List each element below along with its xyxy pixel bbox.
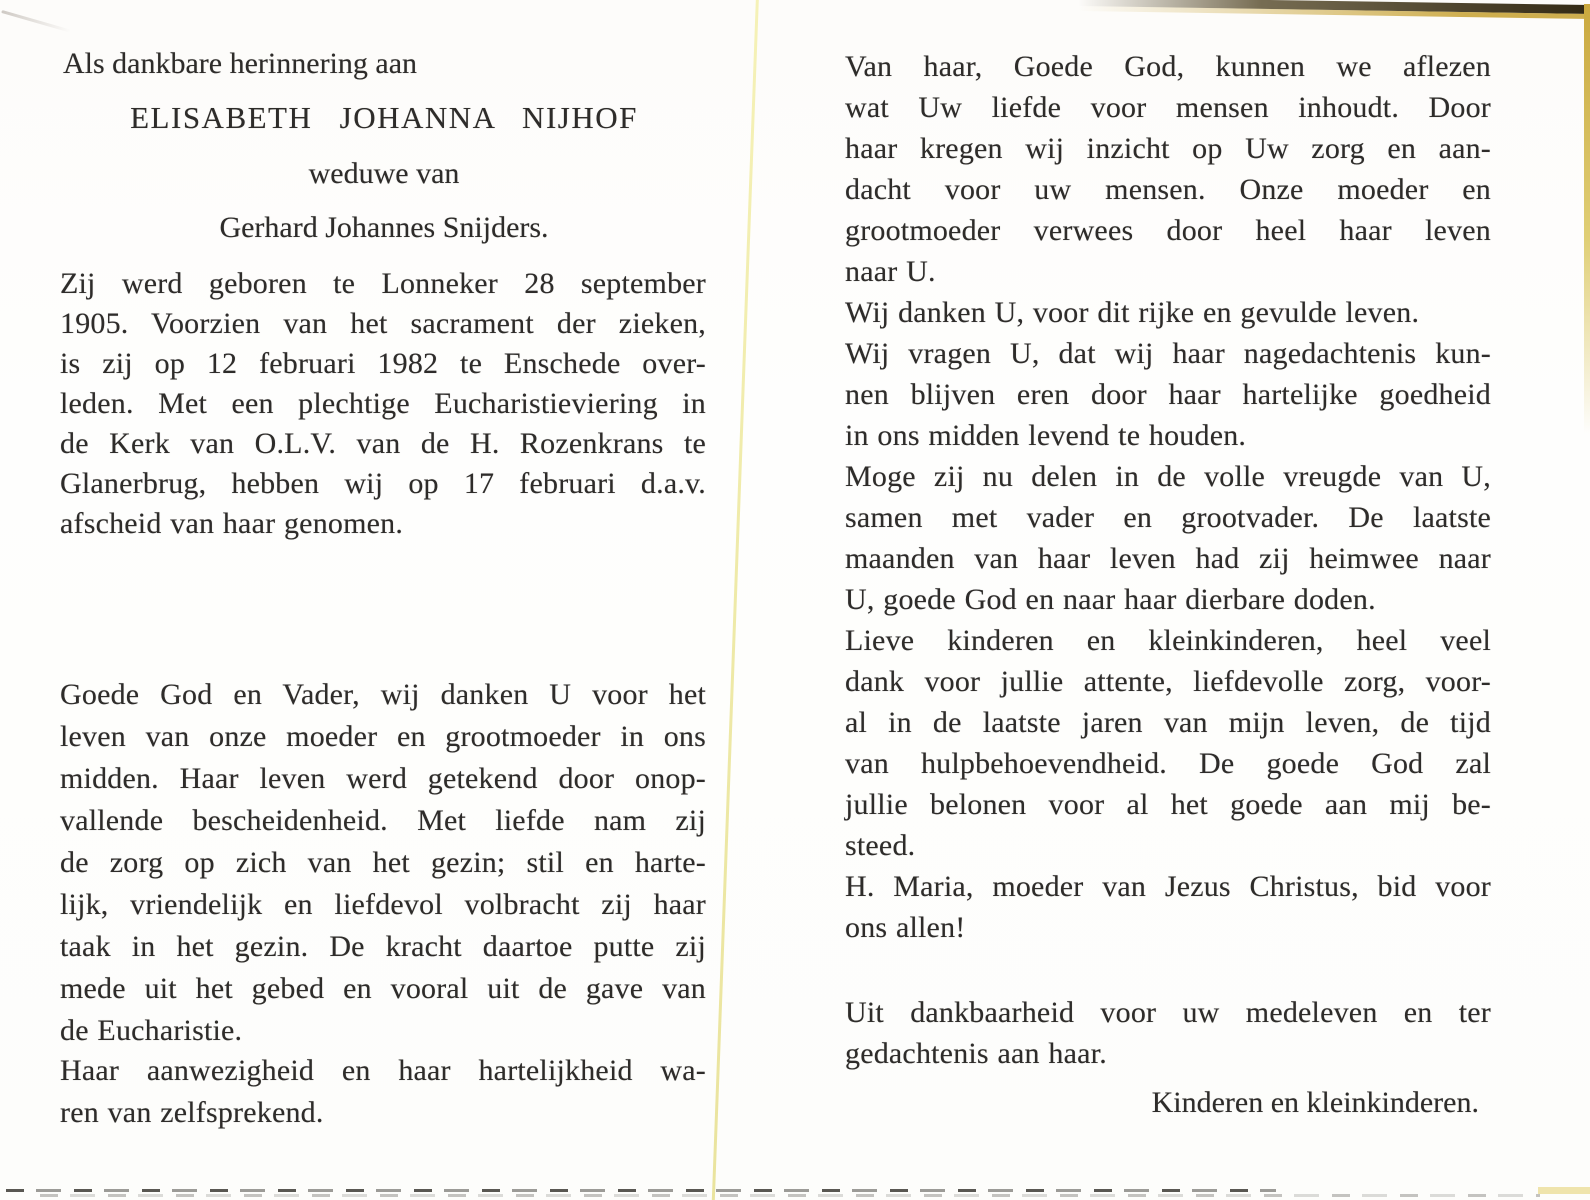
text-line: naar U.: [845, 255, 936, 288]
text-line: Glanerbrug, hebben wij op 17 februari d.a.v.: [60, 467, 706, 500]
text-line: leden. Met een plechtige Eucharistieviering in: [60, 387, 706, 420]
top-left-smudge: [1, 10, 71, 33]
text-line: afscheid van haar genomen.: [60, 507, 404, 540]
paragraph-maria: [845, 866, 1491, 948]
text-line: U, goede God en naar haar dierbare doden.: [845, 583, 1376, 616]
text-line: dank voor jullie attente, liefdevolle zorg, voor-: [845, 665, 1491, 698]
text-line: H. Maria, moeder van Jezus Christus, bid voor: [845, 870, 1491, 903]
text-line: vallende bescheidenheid. Met liefde nam zij: [60, 804, 706, 837]
text-line: wat Uw liefde voor mensen inhoudt. Door: [845, 91, 1491, 124]
text-line: taak in het gezin. De kracht daartoe putte zij: [60, 930, 706, 963]
deceased-name: ELISABETH JOHANNA NIJHOF: [130, 100, 638, 135]
text-line: 1905. Voorzien van het sacrament der zieken,: [60, 307, 706, 340]
text-line: gedachtenis aan haar.: [845, 1037, 1107, 1070]
text-line: samen met vader en grootvader. De laatste: [845, 501, 1491, 534]
text-line: in ons midden levend te houden.: [845, 419, 1247, 452]
text-line: is zij op 12 februari 1982 te Enschede over-: [60, 347, 706, 380]
text-line: haar kregen wij inzicht op Uw zorg en aan-: [845, 132, 1491, 165]
text-line: Uit dankbaarheid voor uw medeleven en ter: [845, 996, 1491, 1029]
text-line: Moge zij nu delen in de volle vreugde van U,: [845, 460, 1491, 493]
text-line: maanden van haar leven had zij heimwee naar: [845, 542, 1491, 575]
text-line: mede uit het gebed en vooral uit de gave van: [60, 972, 706, 1005]
signature-line: Kinderen en kleinkinderen.: [1151, 1086, 1479, 1119]
text-line: de Kerk van O.L.V. van de H. Rozenkrans te: [60, 427, 706, 460]
bottom-edge-yellow-strip: [1538, 1187, 1590, 1194]
text-line: leven van onze moeder en grootmoeder in ons: [60, 720, 706, 753]
scan-edge-top-right: [1078, 0, 1590, 14]
text-line: ren van zelfsprekend.: [60, 1096, 324, 1129]
paragraph-closing: [845, 992, 1491, 1074]
text-line: Wij vragen U, dat wij haar nagedachtenis kun-: [845, 337, 1491, 370]
text-line: Wij danken U, voor dit rijke en gevulde leven.: [845, 296, 1420, 329]
text-line: dacht voor uw mensen. Onze moeder en: [845, 173, 1491, 206]
text-line: de zorg op zich van het gezin; stil en harte-: [60, 846, 706, 879]
text-line: steed.: [845, 829, 916, 862]
text-line: Van haar, Goede God, kunnen we aflezen: [845, 50, 1491, 83]
text-line: lijk, vriendelijk en liefdevol volbracht zij haar: [60, 888, 706, 921]
text-line: Haar aanwezigheid en haar hartelijkheid wa-: [60, 1054, 706, 1087]
center-fold-line: [711, 0, 759, 1200]
paragraph-thanks: [845, 292, 1491, 333]
paragraph-prayer: [60, 674, 706, 1052]
text-line: al in de laatste jaren van mijn leven, de tijd: [845, 706, 1491, 739]
paragraph-of-her: [845, 46, 1491, 292]
scan-edge-right-gold: [1584, 4, 1590, 434]
paragraph-children-thanks: [845, 620, 1491, 866]
relation-line: weduwe van: [308, 157, 460, 190]
intro-line: Als dankbare herinnering aan: [63, 47, 418, 80]
paragraph-biography: [60, 264, 706, 544]
paragraph-presence: [60, 1050, 706, 1134]
text-line: ons allen!: [845, 911, 966, 944]
text-line: de Eucharistie.: [60, 1014, 243, 1047]
text-line: van hulpbehoevendheid. De goede God zal: [845, 747, 1491, 780]
scanner-bottom-dashed-line: [6, 1189, 1276, 1192]
text-line: Goede God en Vader, wij danken U voor het: [60, 678, 706, 711]
text-line: nen blijven eren door haar hartelijke goedheid: [845, 378, 1491, 411]
spouse-name: Gerhard Johannes Snijders.: [219, 211, 549, 244]
text-line: Zij werd geboren te Lonneker 28 september: [60, 267, 706, 300]
text-line: Lieve kinderen en kleinkinderen, heel veel: [845, 624, 1491, 657]
paragraph-reunion: [845, 456, 1491, 620]
text-line: jullie belonen voor al het goede aan mij be-: [845, 788, 1491, 821]
scanner-bottom-dashed-line-faint: [40, 1194, 1540, 1197]
text-line: midden. Haar leven werd getekend door onop-: [60, 762, 706, 795]
right-page-text-block: [845, 46, 1491, 948]
paragraph-remembrance: [845, 333, 1491, 456]
text-line: grootmoeder verwees door heel haar leven: [845, 214, 1491, 247]
